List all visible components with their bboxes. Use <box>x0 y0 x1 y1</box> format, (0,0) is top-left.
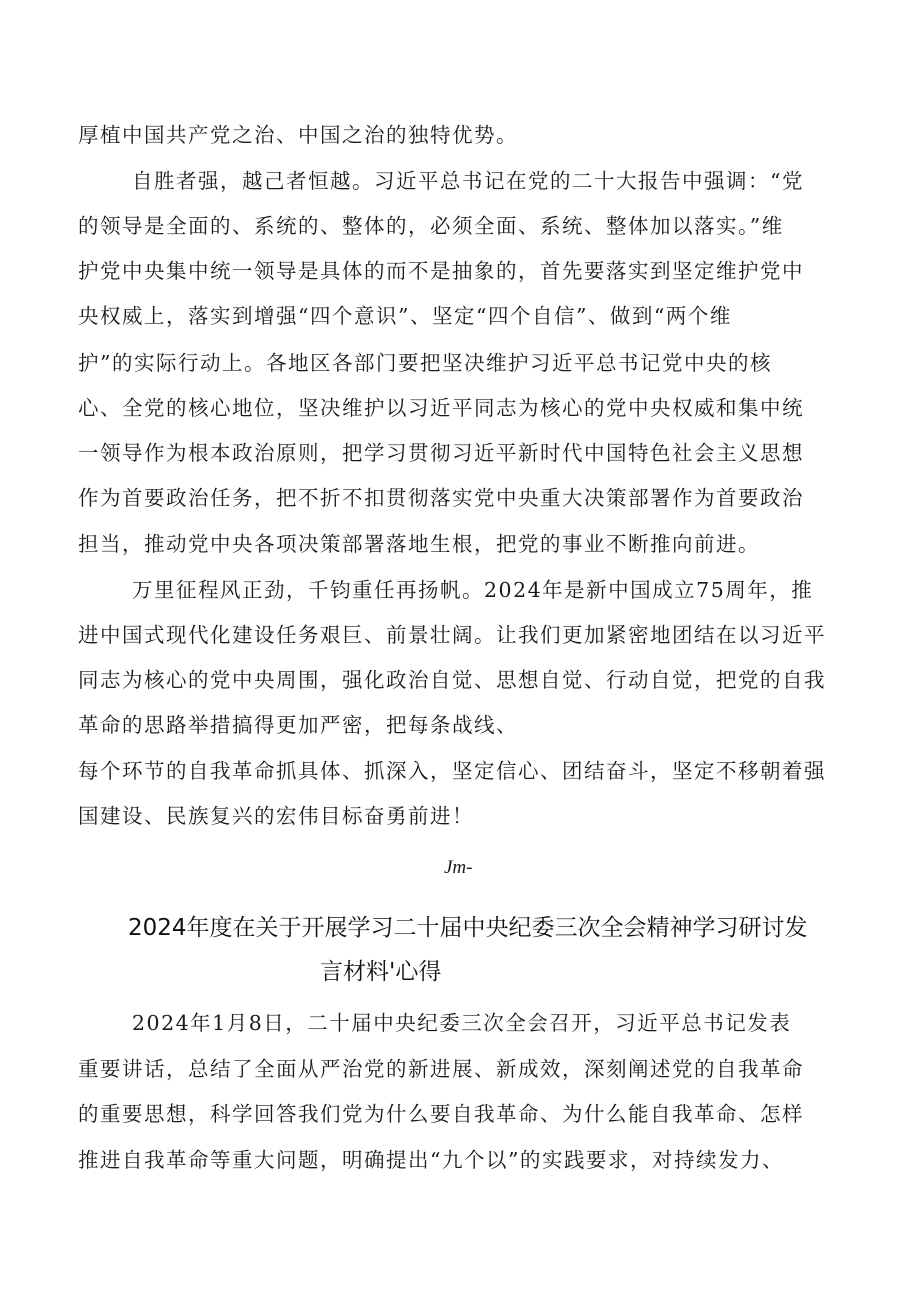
section-separator: Jm- <box>444 857 473 878</box>
body-line: 进中国式现代化建设任务艰巨、前景壮阔。让我们更加紧密地团结在以习近平 <box>78 623 826 647</box>
body-line: 重要讲话，总结了全面从严治党的新进展、新成效，深刻阐述党的自我革命 <box>78 1057 804 1081</box>
body-line: 担当，推动党中央各项决策部署落地生根，把党的事业不断推向前进。 <box>78 532 760 556</box>
body-line: 革命的思路举措搞得更加严密，把每条战线、 <box>78 713 518 737</box>
body-line: 的领导是全面的、系统的、整体的，必须全面、系统、整体加以落实。”维 <box>78 214 784 238</box>
body-line: 同志为核心的党中央周围，强化政治自觉、思想自觉、行动自觉，把党的自我 <box>78 668 826 692</box>
paragraph-start-line: 自胜者强，越己者恒越。习近平总书记在党的二十大报告中强调：“党 <box>132 169 804 193</box>
body-line: 每个环节的自我革命抓具体、抓深入，坚定信心、团结奋斗，坚定不移朝着强 <box>78 759 826 783</box>
article-title-line-1: 2024年度在关于开展学习二十届中央纪委三次全会精神学习研讨发 <box>128 915 808 941</box>
body-line: 厚植中国共产党之治、中国之治的独特优势。 <box>78 123 518 147</box>
paragraph-start-line: 2024年1月8日，二十届中央纪委三次全会召开，习近平总书记发表 <box>132 1011 792 1035</box>
body-line: 心、全党的核心地位，坚决维护以习近平同志为核心的党中央权威和集中统 <box>78 396 804 420</box>
body-line: 的重要思想，科学回答我们党为什么要自我革命、为什么能自我革命、怎样 <box>78 1102 804 1126</box>
body-line: 护”的实际行动上。各地区各部门要把坚决维护习近平总书记党中央的核 <box>78 351 772 375</box>
paragraph-start-line: 万里征程风正劲，千钧重任再扬帆。2024年是新中国成立75周年，推 <box>132 578 814 602</box>
body-line: 推进自我革命等重大问题，明确提出“九个以”的实践要求，对持续发力、 <box>78 1148 784 1172</box>
article-title-line-2: 言材料'心得 <box>320 959 442 985</box>
body-line: 作为首要政治任务，把不折不扣贯彻落实党中央重大决策部署作为首要政治 <box>78 486 804 510</box>
body-line: 国建设、民族复兴的宏伟目标奋勇前进！ <box>78 804 474 828</box>
body-line: 一领导作为根本政治原则，把学习贯彻习近平新时代中国特色社会主义思想 <box>78 441 804 465</box>
body-line: 护党中央集中统一领导是具体的而不是抽象的，首先要落实到坚定维护党中 <box>78 259 804 283</box>
body-line: 央权威上，落实到增强“四个意识”、坚定“四个自信”、做到“两个维 <box>78 304 732 328</box>
